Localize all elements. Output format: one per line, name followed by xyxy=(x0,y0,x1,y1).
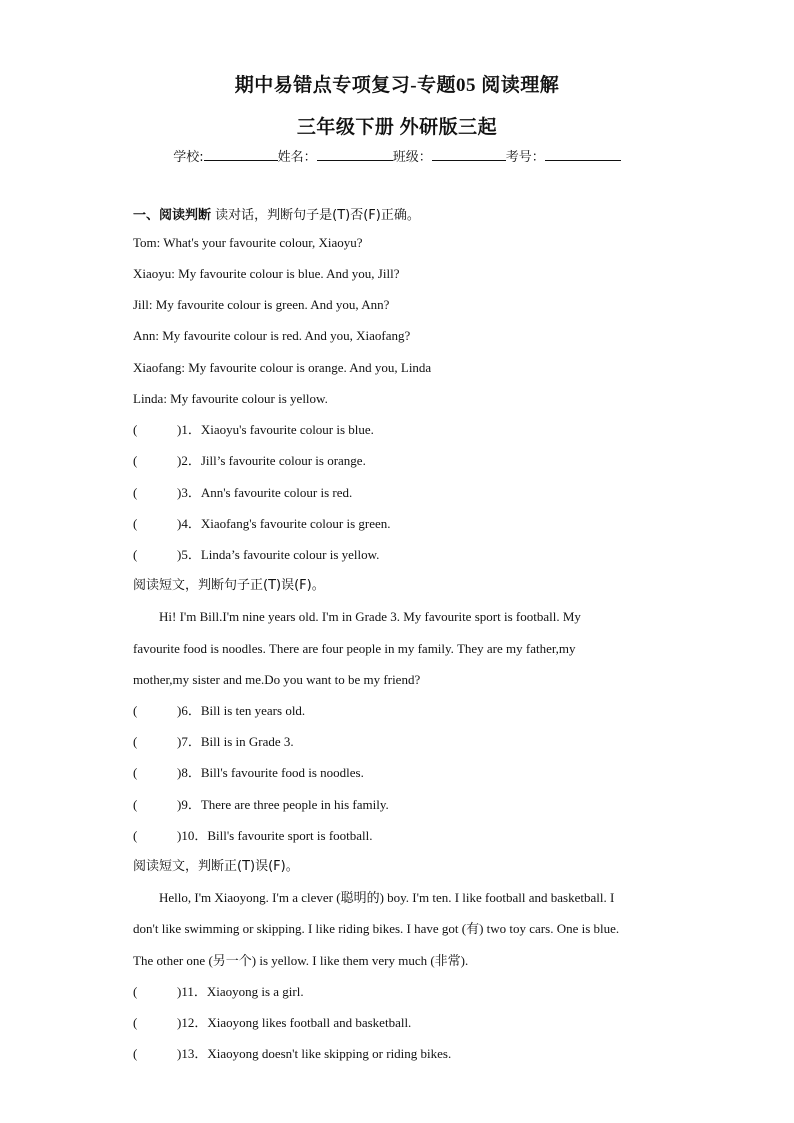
answer-blank[interactable]: ( xyxy=(133,1015,138,1030)
question-item: ( )7．Bill is in Grade 3. xyxy=(133,734,294,749)
question-item: ( )2．Jill’s favourite colour is orange. xyxy=(133,453,366,468)
dialogue-line: Ann: My favourite colour is red. And you, Xiaofang? xyxy=(133,328,411,343)
answer-blank[interactable]: ( xyxy=(133,734,138,749)
dialogue-line: Tom: What's your favourite colour, Xiaoyu? xyxy=(133,235,363,250)
question-item: ( )9．There are three people in his family. xyxy=(133,797,389,812)
answer-blank[interactable]: ( xyxy=(133,984,138,999)
question-item: ( )13．Xiaoyong doesn't like skipping or riding bikes. xyxy=(133,1046,452,1061)
question-item: ( )8．Bill's favourite food is noodles. xyxy=(133,765,364,780)
passage-line: Hello, I'm Xiaoyong. I'm a clever (聪明的) boy. I'm ten. I like football and basketball. I xyxy=(159,890,615,905)
worksheet-subtitle: 三年级下册 外研版三起 xyxy=(296,117,498,138)
answer-blank[interactable]: ( xyxy=(133,547,138,562)
passage-line: favourite food is noodles. There are four people in my family. They are my father,my xyxy=(133,641,576,656)
answer-blank[interactable]: ( xyxy=(133,797,138,812)
question-item: ( )5．Linda’s favourite colour is yellow. xyxy=(133,547,380,562)
answer-blank[interactable]: ( xyxy=(133,703,138,718)
question-item: ( )3．Ann's favourite colour is red. xyxy=(133,485,353,500)
question-item: ( )6．Bill is ten years old. xyxy=(133,703,306,718)
dialogue-line: Xiaoyu: My favourite colour is blue. And you, Jill? xyxy=(133,266,400,281)
class-blank xyxy=(432,148,506,161)
dialogue-line: Jill: My favourite colour is green. And you, Ann? xyxy=(133,297,390,312)
answer-blank[interactable]: ( xyxy=(133,516,138,531)
question-item: ( )12．Xiaoyong likes football and basketball. xyxy=(133,1015,412,1030)
section2-heading: 阅读短文，判断句子正(T)误(F)。 xyxy=(133,578,325,593)
section1-heading: 一、阅读判断 读对话，判断句子是(T)否(F)正确。 xyxy=(133,208,420,223)
worksheet-title: 期中易错点专项复习-专题05 阅读理解 xyxy=(234,75,560,96)
passage-line: Hi! I'm Bill.I'm nine years old. I'm in Grade 3. My favourite sport is football. My xyxy=(159,609,581,624)
section3-heading: 阅读短文，判断正(T)误(F)。 xyxy=(133,859,299,874)
question-item: ( )10．Bill's favourite sport is football. xyxy=(133,828,373,843)
passage-line: mother,my sister and me.Do you want to be my friend? xyxy=(133,672,421,687)
dialogue-line: Xiaofang: My favourite colour is orange. And you, Linda xyxy=(133,360,432,375)
question-item: ( )11．Xiaoyong is a girl. xyxy=(133,984,304,999)
passage-line: don't like swimming or skipping. I like riding bikes. I have got (有) two toy cars. One is blue. xyxy=(133,921,620,936)
exam-no-label: 考号： xyxy=(505,150,545,165)
question-item: ( )1．Xiaoyu's favourite colour is blue. xyxy=(133,422,374,437)
answer-blank[interactable]: ( xyxy=(133,485,138,500)
question-item: ( )4．Xiaofang's favourite colour is green. xyxy=(133,516,391,531)
passage-line: The other one (另一个) is yellow. I like them very much (非常). xyxy=(133,953,469,968)
class-label: 班级： xyxy=(392,150,432,165)
answer-blank[interactable]: ( xyxy=(133,453,138,468)
student-info-row xyxy=(0,146,794,165)
school-blank xyxy=(204,148,278,161)
name-label: 姓名： xyxy=(277,150,317,165)
answer-blank[interactable]: ( xyxy=(133,422,138,437)
name-blank xyxy=(317,148,393,161)
exam-no-blank xyxy=(545,148,621,161)
school-label: 学校: xyxy=(173,150,204,165)
answer-blank[interactable]: ( xyxy=(133,765,138,780)
dialogue-line: Linda: My favourite colour is yellow. xyxy=(133,391,328,406)
answer-blank[interactable]: ( xyxy=(133,1046,138,1061)
answer-blank[interactable]: ( xyxy=(133,828,138,843)
